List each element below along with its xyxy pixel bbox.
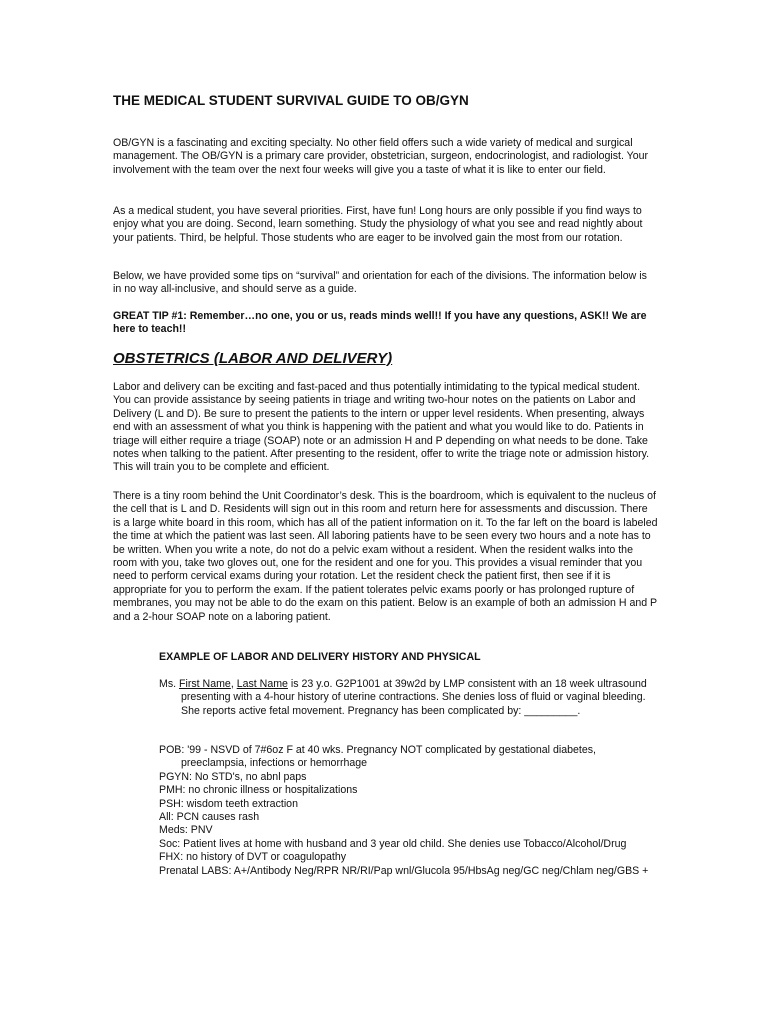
- first-name-field: First Name: [179, 678, 231, 690]
- labor-delivery-paragraph: Labor and delivery can be exciting and fast-paced and thus potentially intimidating to the typical medical student. You can provide assistance by seeing patients in triage and writing two-hour notes on the patients on Labor and Delivery (L and D). Be sure to present the patients to the intern or upper level residents. When presenting, always end with an assessment of what you think is happening with the patient and what you would like to do. Patients in triage will either require a triage (SOAP) note or an admission H and P depending on what needs to be done. Take notes when talking to the patient. After presenting to the resident, offer to write the triage note or admission history. This will train you to be complete and efficient.: [113, 381, 650, 474]
- section-heading: OBSTETRICS (LABOR AND DELIVERY): [113, 350, 393, 367]
- ms-prefix: Ms.: [159, 678, 180, 690]
- history-prenatal-labs: Prenatal LABS: A+/Antibody Neg/RPR NR/RI/Pap wnl/Glucola 95/HbsAg neg/GC neg/Chlam neg/GBS +: [159, 864, 649, 877]
- history-family: FHX: no history of DVT or coagulopathy: [159, 851, 347, 864]
- name-separator: ,: [230, 678, 237, 690]
- example-heading: EXAMPLE OF LABOR AND DELIVERY HISTORY AND PHYSICAL: [159, 651, 481, 663]
- patient-summary: [159, 678, 649, 718]
- history-list: [159, 744, 649, 878]
- history-allergies: All: PCN causes rash: [159, 811, 260, 824]
- history-social: Soc: Patient lives at home with husband and 3 year old child. She denies use Tobacco/Alcohol/Drug: [159, 837, 627, 850]
- history-meds: Meds: PNV: [159, 824, 213, 837]
- priorities-paragraph: As a medical student, you have several priorities. First, have fun! Long hours are only possible if you find ways to enjoy what you are doing. Second, learn something. Study the physiology of what you see and read nightly about your patients. Third, be helpful. Those students who are eager to be involved gain the most from our rotation.: [113, 205, 643, 244]
- history-psh: PSH: wisdom teeth extraction: [159, 797, 298, 810]
- summary-text: is 23 y.o. G2P1001 at 39w2d by LMP consistent with an 18 week ultrasound presenting with a 4-hour history of uterine contractions. She denies loss of fluid or vaginal bleeding. She reports active fetal movement. Pregnancy has been complicated by: _________.: [181, 678, 647, 717]
- history-pob: POB: '99 - NSVD of 7#6oz F at 40 wks. Pregnancy NOT complicated by gestational diabetes, preeclampsia, infections or hemorrhage: [159, 744, 596, 770]
- last-name-field: Last Name: [236, 678, 288, 690]
- divisions-paragraph: Below, we have provided some tips on “survival” and orientation for each of the divisions. The information below is in no way all-inclusive, and should serve as a guide.: [113, 270, 647, 296]
- page-title: THE MEDICAL STUDENT SURVIVAL GUIDE TO OB/GYN: [113, 93, 469, 108]
- great-tip: GREAT TIP #1: Remember…no one, you or us, reads minds well!! If you have any questions, ASK!! We are here to teach!!: [113, 310, 647, 336]
- boardroom-paragraph: There is a tiny room behind the Unit Coordinator’s desk. This is the boardroom, which is equivalent to the nucleus of the cell that is L and D. Residents will sign out in this room and return here for assessments and discussion. There is a large white board in this room, which has all of the patient information on it. To the far left on the board is labeled the time at which the patient was last seen. All laboring patients have to be seen every two hours and a note has to be written. When you write a note, do not do a pelvic exam without a resident. When the resident walks into the room with you, take two gloves out, one for the resident and one for you. This provides a visual reminder that you need to perform cervical exams during your rotation. Let the resident check the patient first, then see if it is appropriate for you to perform the exam. If the patient tolerates pelvic exams poorly or has prolonged rupture of membranes, you may not be able to do the exam on this patient. Below is an example of both an admission H and P and a 2-hour SOAP note on a laboring patient.: [113, 490, 658, 623]
- history-pmh: PMH: no chronic illness or hospitalizations: [159, 784, 358, 797]
- intro-paragraph: OB/GYN is a fascinating and exciting specialty. No other field offers such a wide variety of medical and surgical management. The OB/GYN is a primary care provider, obstetrician, surgeon, endocrinologist, and radiologist. Your involvement with the team over the next four weeks will give you a taste of what it is like to enter our field.: [113, 137, 649, 176]
- history-pgyn: PGYN: No STD's, no abnl paps: [159, 770, 307, 783]
